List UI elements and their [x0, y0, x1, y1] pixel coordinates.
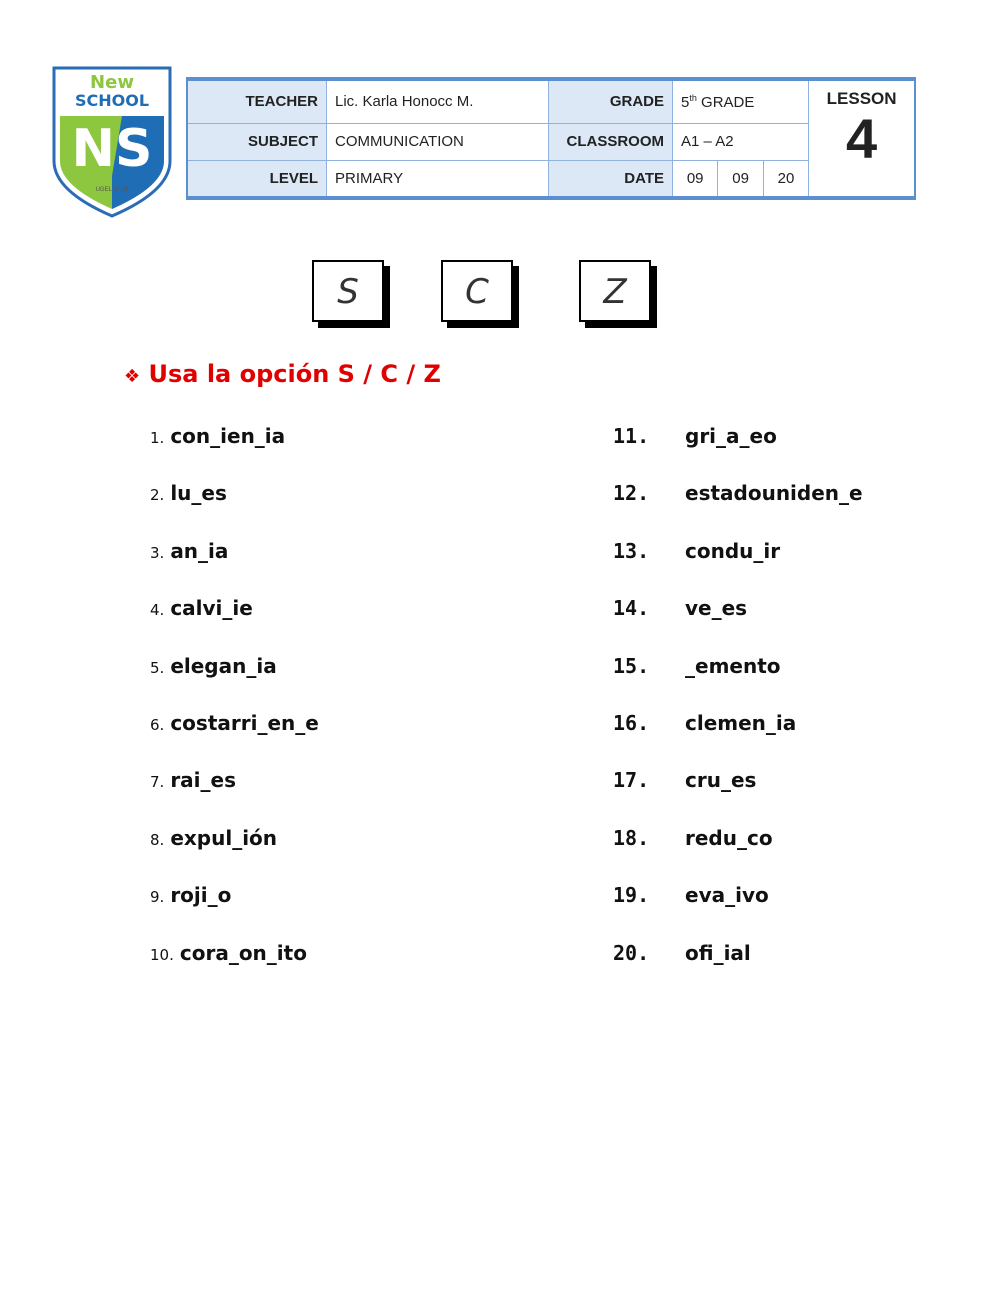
subject-value: COMMUNICATION: [327, 123, 549, 160]
item-number: 4.: [150, 601, 165, 620]
item-number: 3.: [150, 543, 165, 562]
item-number: 1.: [150, 429, 165, 447]
date-year: 20: [763, 160, 808, 198]
item-word[interactable]: roji_o: [170, 883, 232, 908]
level-value: PRIMARY: [327, 160, 549, 198]
exercise-item[interactable]: [150, 883, 231, 907]
grade-value: 5th GRADE: [673, 79, 809, 123]
item-word[interactable]: elegan_ia: [170, 653, 277, 678]
item-word[interactable]: condu_ir: [685, 538, 781, 563]
item-number: 2.: [150, 486, 165, 505]
exercise-item[interactable]: [613, 481, 863, 505]
exercise-item[interactable]: [150, 539, 228, 563]
item-number: 14.: [613, 596, 650, 621]
svg-text:New: New: [90, 72, 134, 93]
item-word[interactable]: eva_ivo: [685, 883, 769, 908]
exercise-item[interactable]: [613, 654, 781, 678]
exercise-item[interactable]: [613, 539, 780, 563]
item-word[interactable]: lu_es: [170, 481, 227, 506]
item-number: 20.: [613, 940, 650, 965]
item-word[interactable]: cora_on_ito: [179, 940, 307, 965]
item-number: 16.: [613, 711, 650, 735]
classroom-label: CLASSROOM: [549, 123, 673, 160]
exercise-item[interactable]: [613, 883, 769, 907]
item-number: 18.: [613, 825, 650, 850]
exercise-item[interactable]: [150, 768, 236, 792]
item-word[interactable]: redu_co: [685, 825, 773, 850]
item-word[interactable]: estadouniden_e: [685, 481, 863, 506]
subject-label: SUBJECT: [187, 123, 327, 160]
classroom-value: A1 – A2: [673, 123, 809, 160]
item-word[interactable]: gri_a_eo: [685, 424, 777, 448]
item-word[interactable]: con_ien_ia: [170, 424, 286, 448]
svg-text:NS: NS: [71, 119, 153, 179]
lesson-cell: [809, 79, 915, 198]
item-word[interactable]: cru_es: [685, 768, 757, 793]
teacher-value: Lic. Karla Honocc M.: [327, 79, 549, 123]
item-number: 12.: [613, 481, 650, 506]
instruction-text: Usa la opción S / C / Z: [148, 360, 441, 388]
item-word[interactable]: expul_ión: [170, 825, 278, 850]
exercise-item[interactable]: [613, 826, 773, 850]
date-month: 09: [718, 160, 763, 198]
lesson-label: LESSON: [826, 89, 897, 108]
item-number: 8.: [150, 830, 165, 849]
option-c[interactable]: C: [441, 260, 513, 322]
item-number: 6.: [150, 716, 165, 734]
item-number: 9.: [150, 888, 165, 907]
exercise-item[interactable]: [613, 711, 796, 735]
exercise-item[interactable]: [150, 481, 227, 505]
item-word[interactable]: an_ia: [170, 538, 229, 563]
item-word[interactable]: costarri_en_e: [170, 711, 319, 735]
header-table: [186, 77, 916, 200]
item-number: 11.: [613, 424, 650, 448]
date-label: DATE: [549, 160, 673, 198]
teacher-label: TEACHER: [187, 79, 327, 123]
item-word[interactable]: ofi_ial: [685, 940, 751, 965]
exercise-item[interactable]: [613, 596, 747, 620]
exercise-item[interactable]: [613, 768, 756, 792]
school-logo: [52, 66, 172, 218]
exercise-item[interactable]: [613, 424, 777, 448]
exercise-item[interactable]: [150, 826, 277, 850]
item-number: 15.: [613, 653, 650, 678]
item-number: 5.: [150, 658, 165, 677]
item-word[interactable]: rai_es: [170, 768, 236, 793]
date-day: 09: [673, 160, 718, 198]
svg-text:SCHOOL: SCHOOL: [74, 91, 150, 110]
grade-label: GRADE: [549, 79, 673, 123]
item-word[interactable]: ve_es: [685, 596, 748, 621]
exercise-item[interactable]: [150, 941, 307, 965]
level-label: LEVEL: [187, 160, 327, 198]
lesson-number: 4: [846, 107, 878, 170]
exercise-item[interactable]: [150, 424, 285, 448]
item-number: 13.: [613, 538, 650, 563]
item-number: 10.: [150, 945, 174, 964]
item-word[interactable]: calvi_ie: [170, 596, 253, 621]
item-number: 7.: [150, 773, 165, 792]
exercise-item[interactable]: [150, 654, 277, 678]
item-number: 17.: [613, 768, 650, 793]
diamond-bullet-icon: ❖: [124, 366, 141, 387]
exercise-item[interactable]: [150, 596, 253, 620]
item-word[interactable]: _emento: [685, 653, 781, 678]
exercise-item[interactable]: [150, 711, 319, 735]
item-number: 19.: [613, 883, 650, 908]
svg-text:UGEL N° 06: UGEL N° 06: [95, 187, 129, 193]
exercise-item[interactable]: [613, 941, 751, 965]
option-s[interactable]: S: [312, 260, 384, 322]
option-z[interactable]: Z: [579, 260, 651, 322]
item-word[interactable]: clemen_ia: [685, 711, 797, 735]
instruction: [124, 360, 441, 388]
